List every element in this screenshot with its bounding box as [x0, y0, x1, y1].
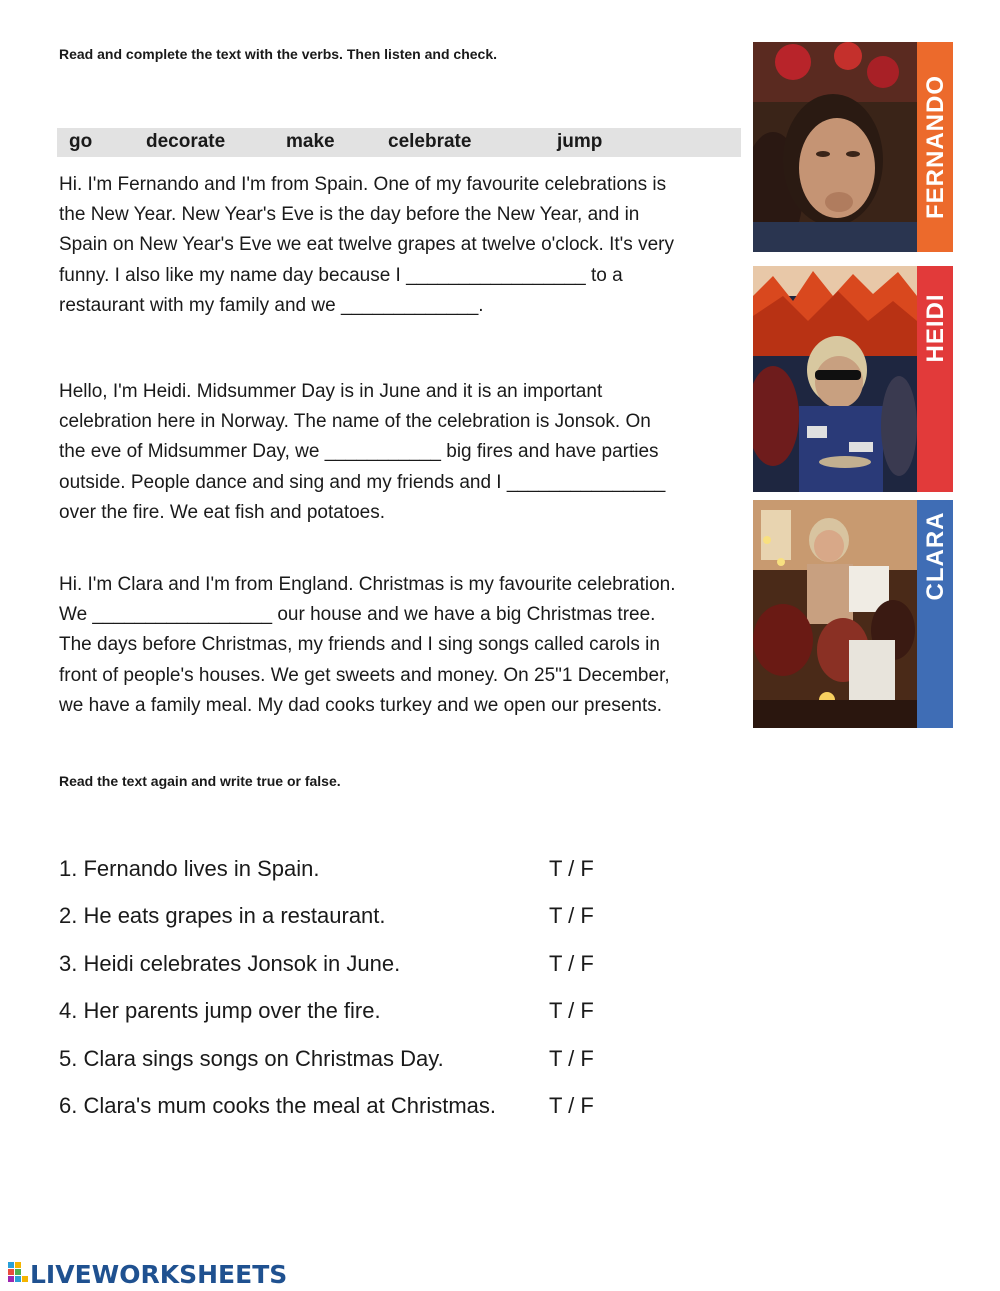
- passage-line: The days before Christmas, my friends and I sing songs called carols in: [59, 634, 660, 656]
- photo-heidi: [753, 266, 953, 492]
- logo-text: LIVEWORKSHEETS: [30, 1259, 288, 1289]
- question-row: [59, 1046, 659, 1076]
- question-row: [59, 903, 659, 933]
- passage-clara: [59, 570, 749, 721]
- photo-label: HEIDI: [922, 293, 949, 363]
- passage-line: Hello, I'm Heidi. Midsummer Day is in June and it is an important: [59, 381, 603, 402]
- true-false-options[interactable]: T / F: [549, 856, 594, 881]
- passage-line: front of people's houses. We get sweets and money. On 25"1 December,: [59, 664, 670, 686]
- passage-line[interactable]: outside. People dance and sing and my friends and I _______________: [59, 471, 666, 493]
- question-text: 2. He eats grapes in a restaurant.: [59, 903, 386, 928]
- passage-line: Hi. I'm Clara and I'm from England. Christmas is my favourite celebration.: [59, 574, 676, 595]
- instruction-complete-text: Read and complete the text with the verbs. Then listen and check.: [59, 46, 497, 62]
- instruction-true-false: Read the text again and write true or false.: [59, 773, 341, 789]
- question-text: 3. Heidi celebrates Jonsok in June.: [59, 951, 401, 976]
- word-bank: [57, 128, 741, 157]
- word-bank-item: celebrate: [388, 131, 472, 152]
- question-text: 6. Clara's mum cooks the meal at Christmas.: [59, 1093, 497, 1118]
- question-row: [59, 951, 659, 981]
- logo-blocks-icon: [8, 1262, 30, 1286]
- passage-line: Hi. I'm Fernando and I'm from Spain. One of my favourite celebrations is: [59, 174, 667, 195]
- photo-label: FERNANDO: [922, 75, 949, 219]
- passage-line: celebration here in Norway. The name of the celebration is Jonsok. On: [59, 411, 651, 433]
- question-row: [59, 856, 659, 886]
- question-text: 1. Fernando lives in Spain.: [59, 856, 320, 881]
- passage-line: the New Year. New Year's Eve is the day before the New Year, and in: [59, 204, 640, 226]
- true-false-options[interactable]: T / F: [549, 951, 594, 976]
- question-text: 5. Clara sings songs on Christmas Day.: [59, 1046, 444, 1071]
- passage-heidi: [59, 377, 749, 528]
- word-bank-item: decorate: [146, 131, 226, 152]
- true-false-options[interactable]: T / F: [549, 998, 594, 1023]
- passage-line[interactable]: restaurant with my family and we _____________.: [59, 294, 484, 316]
- passage-line[interactable]: the eve of Midsummer Day, we ___________ big fires and have parties: [59, 441, 659, 463]
- photo-clara: [753, 500, 953, 728]
- true-false-options[interactable]: T / F: [549, 903, 594, 928]
- photo-label: CLARA: [922, 511, 949, 601]
- word-bank-item: make: [286, 131, 335, 152]
- passage-fernando: [59, 170, 749, 321]
- question-row: [59, 1093, 659, 1123]
- word-bank-item: go: [69, 131, 93, 152]
- passage-line[interactable]: We _________________ our house and we have a big Christmas tree.: [59, 604, 656, 626]
- question-text: 4. Her parents jump over the fire.: [59, 998, 381, 1023]
- photo-fernando: [753, 42, 953, 252]
- question-row: [59, 998, 659, 1028]
- liveworksheets-logo[interactable]: [8, 1259, 287, 1289]
- passage-line: Spain on New Year's Eve we eat twelve grapes at twelve o'clock. It's very: [59, 234, 674, 256]
- true-false-options[interactable]: T / F: [549, 1093, 594, 1118]
- passage-line: we have a family meal. My dad cooks turkey and we open our presents.: [59, 694, 663, 716]
- word-bank-item: jump: [557, 131, 603, 152]
- true-false-options[interactable]: T / F: [549, 1046, 594, 1071]
- passage-line: over the fire. We eat fish and potatoes.: [59, 501, 386, 523]
- passage-line[interactable]: funny. I also like my name day because I _________________ to a: [59, 264, 623, 286]
